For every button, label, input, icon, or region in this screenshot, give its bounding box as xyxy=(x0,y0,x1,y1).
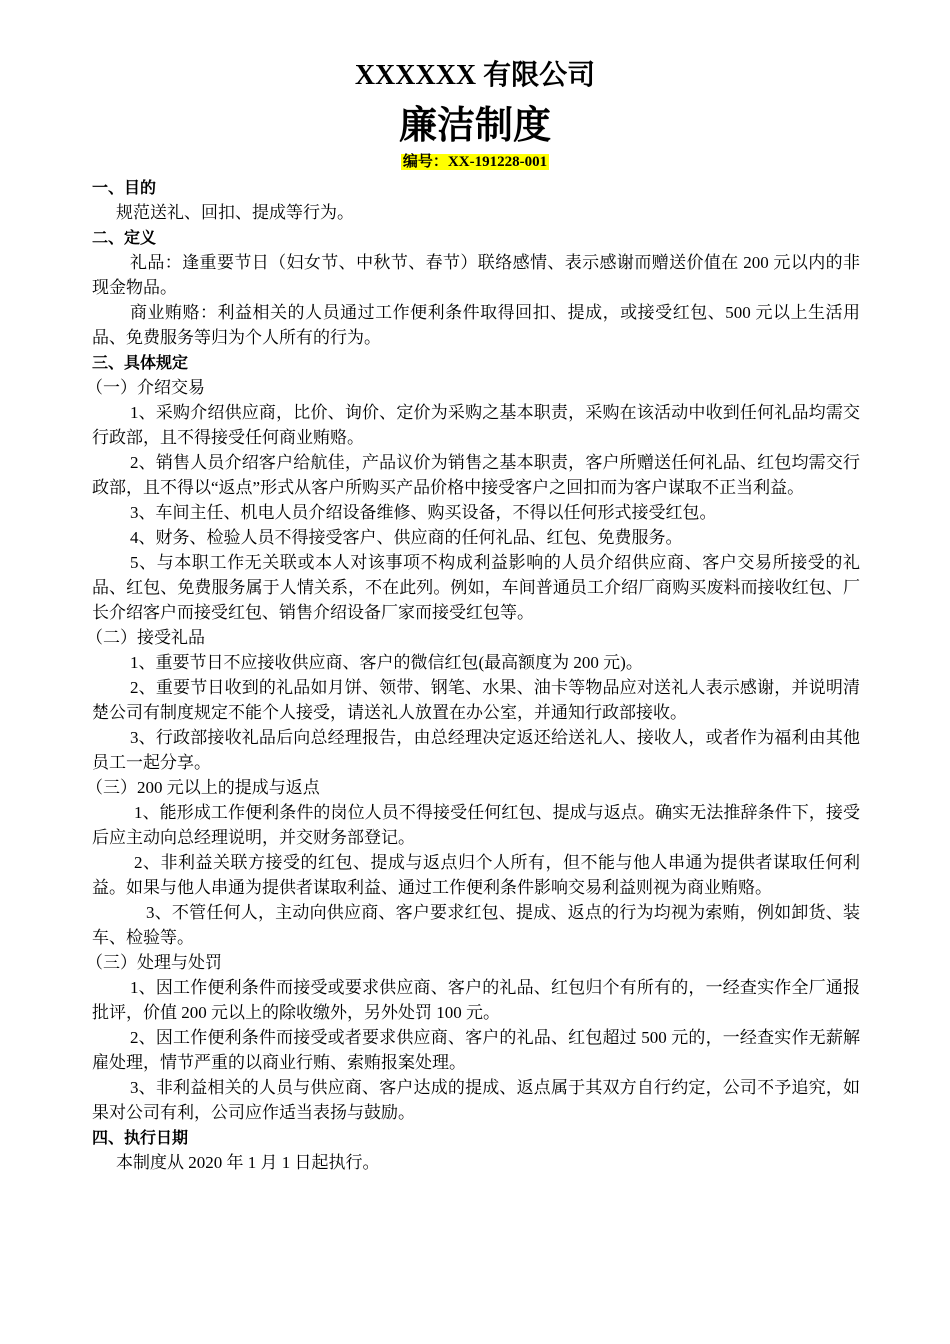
subsection-heading-penalties: （三）处理与处罚 xyxy=(86,953,222,972)
doc-number: 编号：XX-191228-001 xyxy=(402,154,548,170)
purpose-text: 规范送礼、回扣、提成等行为。 xyxy=(116,203,354,222)
rule-item: 3、非利益相关的人员与供应商、客户达成的提成、返点属于其双方自行约定，公司不予追究，如果对公司有利，公司应作适当表扬与鼓励。 xyxy=(92,1078,860,1122)
company-name: XXXXXX 有限公司 xyxy=(354,60,596,91)
rule-item: 1、重要节日不应接收供应商、客户的微信红包(最高额度为 200 元)。 xyxy=(130,653,643,672)
doc-number-line xyxy=(0,151,950,173)
rule-item: 2、销售人员介绍客户给航佳，产品议价为销售之基本职责，客户所赠送任何礼品、红包均需交行政部，且不得以“返点”形式从客户所购买产品价格中接受客户之回扣而为客户谋取不正当利益。 xyxy=(92,453,860,497)
section-heading-purpose: 一、目的 xyxy=(92,178,157,197)
section-heading-rules: 三、具体规定 xyxy=(92,353,189,372)
section-heading-effective-date: 四、执行日期 xyxy=(92,1128,189,1147)
effective-date-text: 本制度从 2020 年 1 月 1 日起执行。 xyxy=(116,1153,380,1172)
rule-item: 1、因工作便利条件而接受或要求供应商、客户的礼品、红包归个有所有的，一经查实作全厂通报批评，价值 200 元以上的除收缴外，另外处罚 100 元。 xyxy=(92,978,860,1022)
rule-item: 2、因工作便利条件而接受或者要求供应商、客户的礼品、红包超过 500 元的，一经查实作无薪解雇处理，情节严重的以商业行贿、索贿报案处理。 xyxy=(92,1028,860,1072)
rule-item: 2、重要节日收到的礼品如月饼、领带、钢笔、水果、油卡等物品应对送礼人表示感谢，并说明清楚公司有制度规定不能个人接受，请送礼人放置在办公室，并通知行政部接收。 xyxy=(92,678,860,722)
rule-item: 3、行政部接收礼品后向总经理报告，由总经理决定返还给送礼人、接收人，或者作为福利由其他员工一起分享。 xyxy=(92,728,860,772)
rule-item: 3、不管任何人，主动向供应商、客户要求红包、提成、返点的行为均视为索贿，例如卸货、装车、检验等。 xyxy=(92,903,860,947)
rule-item: 4、财务、检验人员不得接受客户、供应商的任何礼品、红包、免费服务。 xyxy=(130,528,683,547)
rule-item: 5、与本职工作无关联或本人对该事项不构成利益影响的人员介绍供应商、客户交易所接受的礼品、红包、免费服务属于人情关系，不在此列。例如，车间普通员工介绍厂商购买废料而接收红包、厂长介绍客户而接受红包、销售介绍设备厂家而接受红包等。 xyxy=(92,553,860,622)
subsection-heading-introduction: （一）介绍交易 xyxy=(86,378,205,397)
rule-item: 1、能形成工作便利条件的岗位人员不得接受任何红包、提成与返点。确实无法推辞条件下，接受后应主动向总经理说明，并交财务部登记。 xyxy=(92,803,860,847)
definition-bribery: 商业贿赂：利益相关的人员通过工作便利条件取得回扣、提成，或接受红包、500 元以上生活用品、免费服务等归为个人所有的行为。 xyxy=(92,303,860,347)
rule-item: 1、采购介绍供应商，比价、询价、定价为采购之基本职责，采购在该活动中收到任何礼品均需交行政部，且不得接受任何商业贿赂。 xyxy=(92,403,860,447)
document-title: 廉洁制度 xyxy=(398,103,551,147)
document-body xyxy=(86,175,860,1175)
rule-item: 3、车间主任、机电人员介绍设备维修、购买设备，不得以任何形式接受红包。 xyxy=(130,503,717,522)
subsection-heading-gifts: （二）接受礼品 xyxy=(86,628,205,647)
rule-item: 2、非利益关联方接受的红包、提成与返点归个人所有，但不能与他人串通为提供者谋取任何利益。如果与他人串通为提供者谋取利益、通过工作便利条件影响交易利益则视为商业贿赂。 xyxy=(92,853,860,897)
definition-gift: 礼品：逢重要节日（妇女节、中秋节、春节）联络感情、表示感谢而赠送价值在 200 元以内的非现金物品。 xyxy=(92,253,860,297)
subsection-heading-commission: （三）200 元以上的提成与返点 xyxy=(86,778,320,797)
section-heading-definition: 二、定义 xyxy=(92,228,157,247)
